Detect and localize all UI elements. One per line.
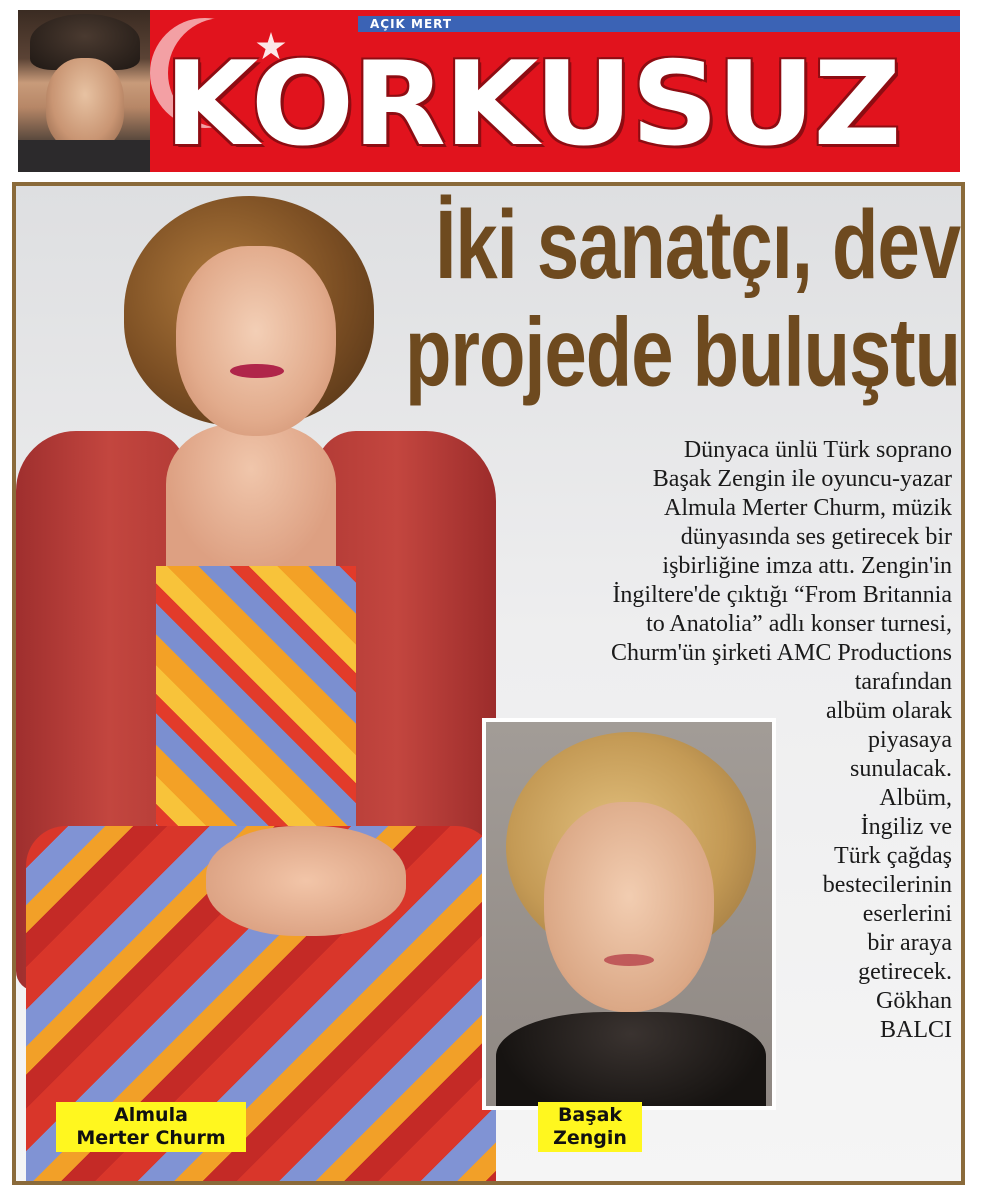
article-headline: İki sanatçı, dev projede buluştu — [405, 190, 960, 408]
article-frame — [12, 182, 965, 1185]
body-line: İngiltere'de çıktığı “From Britannia — [612, 582, 952, 608]
body-line: bir araya — [867, 930, 952, 956]
body-line: albüm olarak — [826, 698, 952, 724]
body-line: tarafından — [854, 669, 952, 695]
body-line: Başak Zengin ile oyuncu-yazar — [652, 466, 952, 492]
body-line: Albüm, — [879, 785, 952, 811]
body-line: Türk çağdaş — [834, 843, 952, 869]
masthead — [18, 10, 960, 172]
body-line: Dünyaca ünlü Türk soprano — [683, 437, 952, 463]
body-line: sunulacak. — [850, 756, 952, 782]
body-line: getirecek. — [858, 959, 952, 985]
body-line: İngiliz ve — [860, 814, 952, 840]
body-line: to Anatolia” adlı konser turnesi, — [646, 611, 952, 637]
body-line: Almula Merter Churm, müzik — [664, 495, 952, 521]
author-last-name: BALCI — [880, 1017, 952, 1043]
kicker-label: AÇIK MERT — [370, 17, 453, 31]
caption-basak-zengin: Başak Zengin — [538, 1102, 642, 1152]
author-first-name: Gökhan — [876, 988, 952, 1014]
article-body — [502, 436, 952, 1045]
ataturk-portrait — [18, 10, 150, 172]
body-line: eserlerini — [862, 901, 952, 927]
body-line: işbirliğine imza attı. Zengin'in — [662, 553, 952, 579]
body-line: dünyasında ses getirecek bir — [680, 524, 952, 550]
body-line: Churm'ün şirketi AMC Productions — [610, 640, 952, 666]
caption-almula-merter-churm: Almula Merter Churm — [56, 1102, 246, 1152]
masthead-title: KORKUSUZ — [164, 37, 900, 172]
body-line: bestecilerinin — [822, 872, 952, 898]
body-line: piyasaya — [868, 727, 952, 753]
